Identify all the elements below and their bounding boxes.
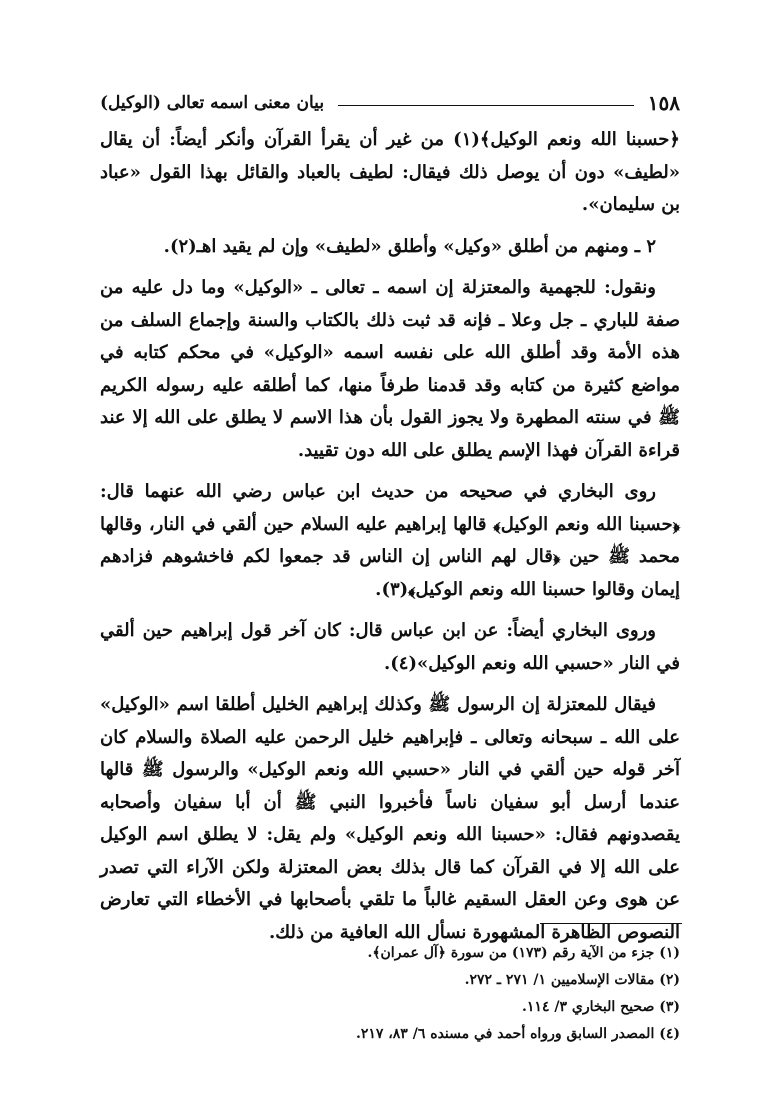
footnote: (٤) المصدر السابق ورواه أحمد في مسنده ٦/ ٨٣، ٢١٧. <box>355 1026 680 1042</box>
main-text <box>100 124 680 958</box>
paragraph: وروى البخاري أيضاً: عن ابن عباس قال: كان آخر قول إبراهيم حين ألقي في النار «حسبي الله ونعم الوكيل»(٤). <box>100 620 680 674</box>
running-header <box>100 88 680 118</box>
footnote: (٣) صحيح البخاري ٣/ ١١٤. <box>522 999 680 1015</box>
footnotes <box>200 940 680 1048</box>
page-number: ١٥٨ <box>647 91 680 115</box>
footnote: (١) جزء من الآية رقم (١٧٣) من سورة ﴿آل عمران﴾. <box>367 945 680 961</box>
paragraph: روى البخاري في صحيحه من حديث ابن عباس رضي الله عنهما قال: ﴿حسبنا الله ونعم الوكيل﴾ قالها إبراهيم عليه السلام حين ألقي في النار، وقالها محمد ﷺ حين ﴿قال لهم الناس إن الناس قد جمعوا لكم فاخشوهم فزادهم إيمان وقالوا حسبنا الله ونعم الوكيل﴾(٣). <box>100 481 680 600</box>
footnote: (٢) مقالات الإسلاميين ١/ ٢٧١ ـ ٢٧٢. <box>464 972 680 988</box>
paragraph: فيقال للمعتزلة إن الرسول ﷺ وكذلك إبراهيم الخليل أطلقا اسم «الوكيل» على الله ـ سبحانه وتعالى ـ فإبراهيم خليل الرحمن عليه الصلاة والسلام كان آخر قوله حين ألقي في النار «حسبي الله ونعم الوكيل» والرسول ﷺ قالها عندما أرسل أبو سفيان ناساً فأخبروا النبي ﷺ أن أبا سفيان وأصحابه يقصدونهم فقال: «حسبنا الله ونعم الوكيل» ولم يقل: لا يطلق اسم الوكيل على الله إلا في القرآن كما قال بذلك بعض المعتزلة ولكن الآراء التي تصدر عن هوى وعن العقل السقيم غالباً ما تلقي بأصحابها في الأخطاء التي تعارض النصوص الظاهرة المشهورة نسأل الله العافية من ذلك. <box>100 694 680 943</box>
footnote-separator <box>540 923 682 924</box>
paragraph: ونقول: للجهمية والمعتزلة إن اسمه ـ تعالى ـ «الوكيل» وما دل عليه من صفة للباري ـ جل وعلا ـ فإنه قد ثبت ذلك بالكتاب والسنة وإجماع السلف من هذه الأمة وقد أطلق الله على نفسه اسمه «الوكيل» في محكم كتابه في مواضع كثيرة من كتابه وقد قدمنا طرفاً منها، كما أطلقه عليه رسوله الكريم ﷺ في سنته المطهرة ولا يجوز القول بأن هذا الاسم لا يطلق على الله إلا عند قراءة القرآن فهذا الإسم يطلق على الله دون تقييد. <box>100 277 680 461</box>
paragraph: ٢ ـ ومنهم من أطلق «وكيل» وأطلق «لطيف» وإن لم يقيد اهـ(٢). <box>163 235 656 257</box>
paragraph: ﴿حسبنا الله ونعم الوكيل﴾(١) من غير أن يقرأ القرآن وأنكر أيضاً: أن يقال «لطيف» دون أن يوصل ذلك فيقال: لطيف بالعباد والقائل بهذا القول «عباد بن سليمان». <box>100 129 680 215</box>
chapter-title: بيان معنى اسمه تعالى (الوكيل) <box>100 93 325 113</box>
header-rule <box>338 105 634 106</box>
